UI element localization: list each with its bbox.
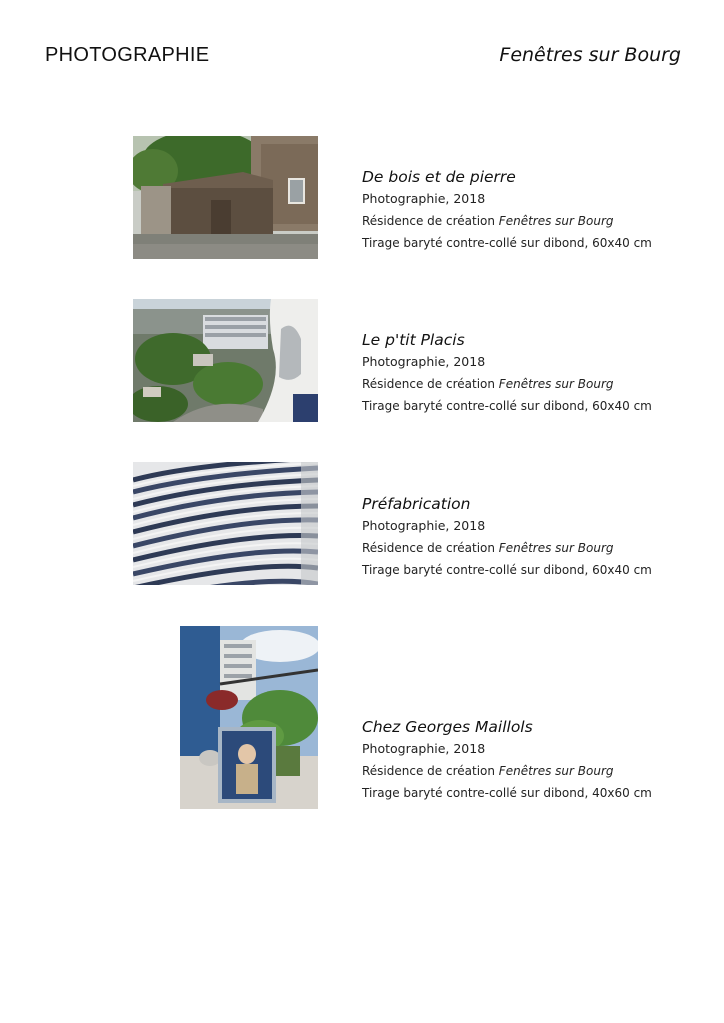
work-year: Photographie, 2018	[362, 518, 486, 533]
work-residency: Résidence de création Fenêtres sur Bourg	[362, 214, 614, 228]
work-print-details: Tirage baryté contre-collé sur dibond, 40x60 cm	[362, 786, 652, 800]
photo-balcony-portrait	[180, 626, 318, 809]
work-year: Photographie, 2018	[362, 741, 486, 756]
page-header-project: Fenêtres sur Bourg	[499, 44, 681, 66]
work-print-details: Tirage baryté contre-collé sur dibond, 60x40 cm	[362, 236, 652, 250]
work-print-details: Tirage baryté contre-collé sur dibond, 60x40 cm	[362, 563, 652, 577]
work-title: Préfabrication	[362, 495, 471, 513]
work-residency: Résidence de création Fenêtres sur Bourg	[362, 377, 614, 391]
photo-wooden-shed	[133, 136, 318, 259]
work-title: Le p'tit Placis	[362, 331, 465, 349]
work-title: Chez Georges Maillols	[362, 718, 533, 736]
photo-city-aerial	[133, 299, 318, 422]
work-year: Photographie, 2018	[362, 354, 486, 369]
work-residency: Résidence de création Fenêtres sur Bourg	[362, 541, 614, 555]
page-header-title: PHOTOGRAPHIE	[45, 44, 210, 66]
work-title: De bois et de pierre	[362, 168, 516, 186]
work-residency: Résidence de création Fenêtres sur Bourg	[362, 764, 614, 778]
work-print-details: Tirage baryté contre-collé sur dibond, 60x40 cm	[362, 399, 652, 413]
photo-curved-facade	[133, 462, 318, 585]
work-year: Photographie, 2018	[362, 191, 486, 206]
